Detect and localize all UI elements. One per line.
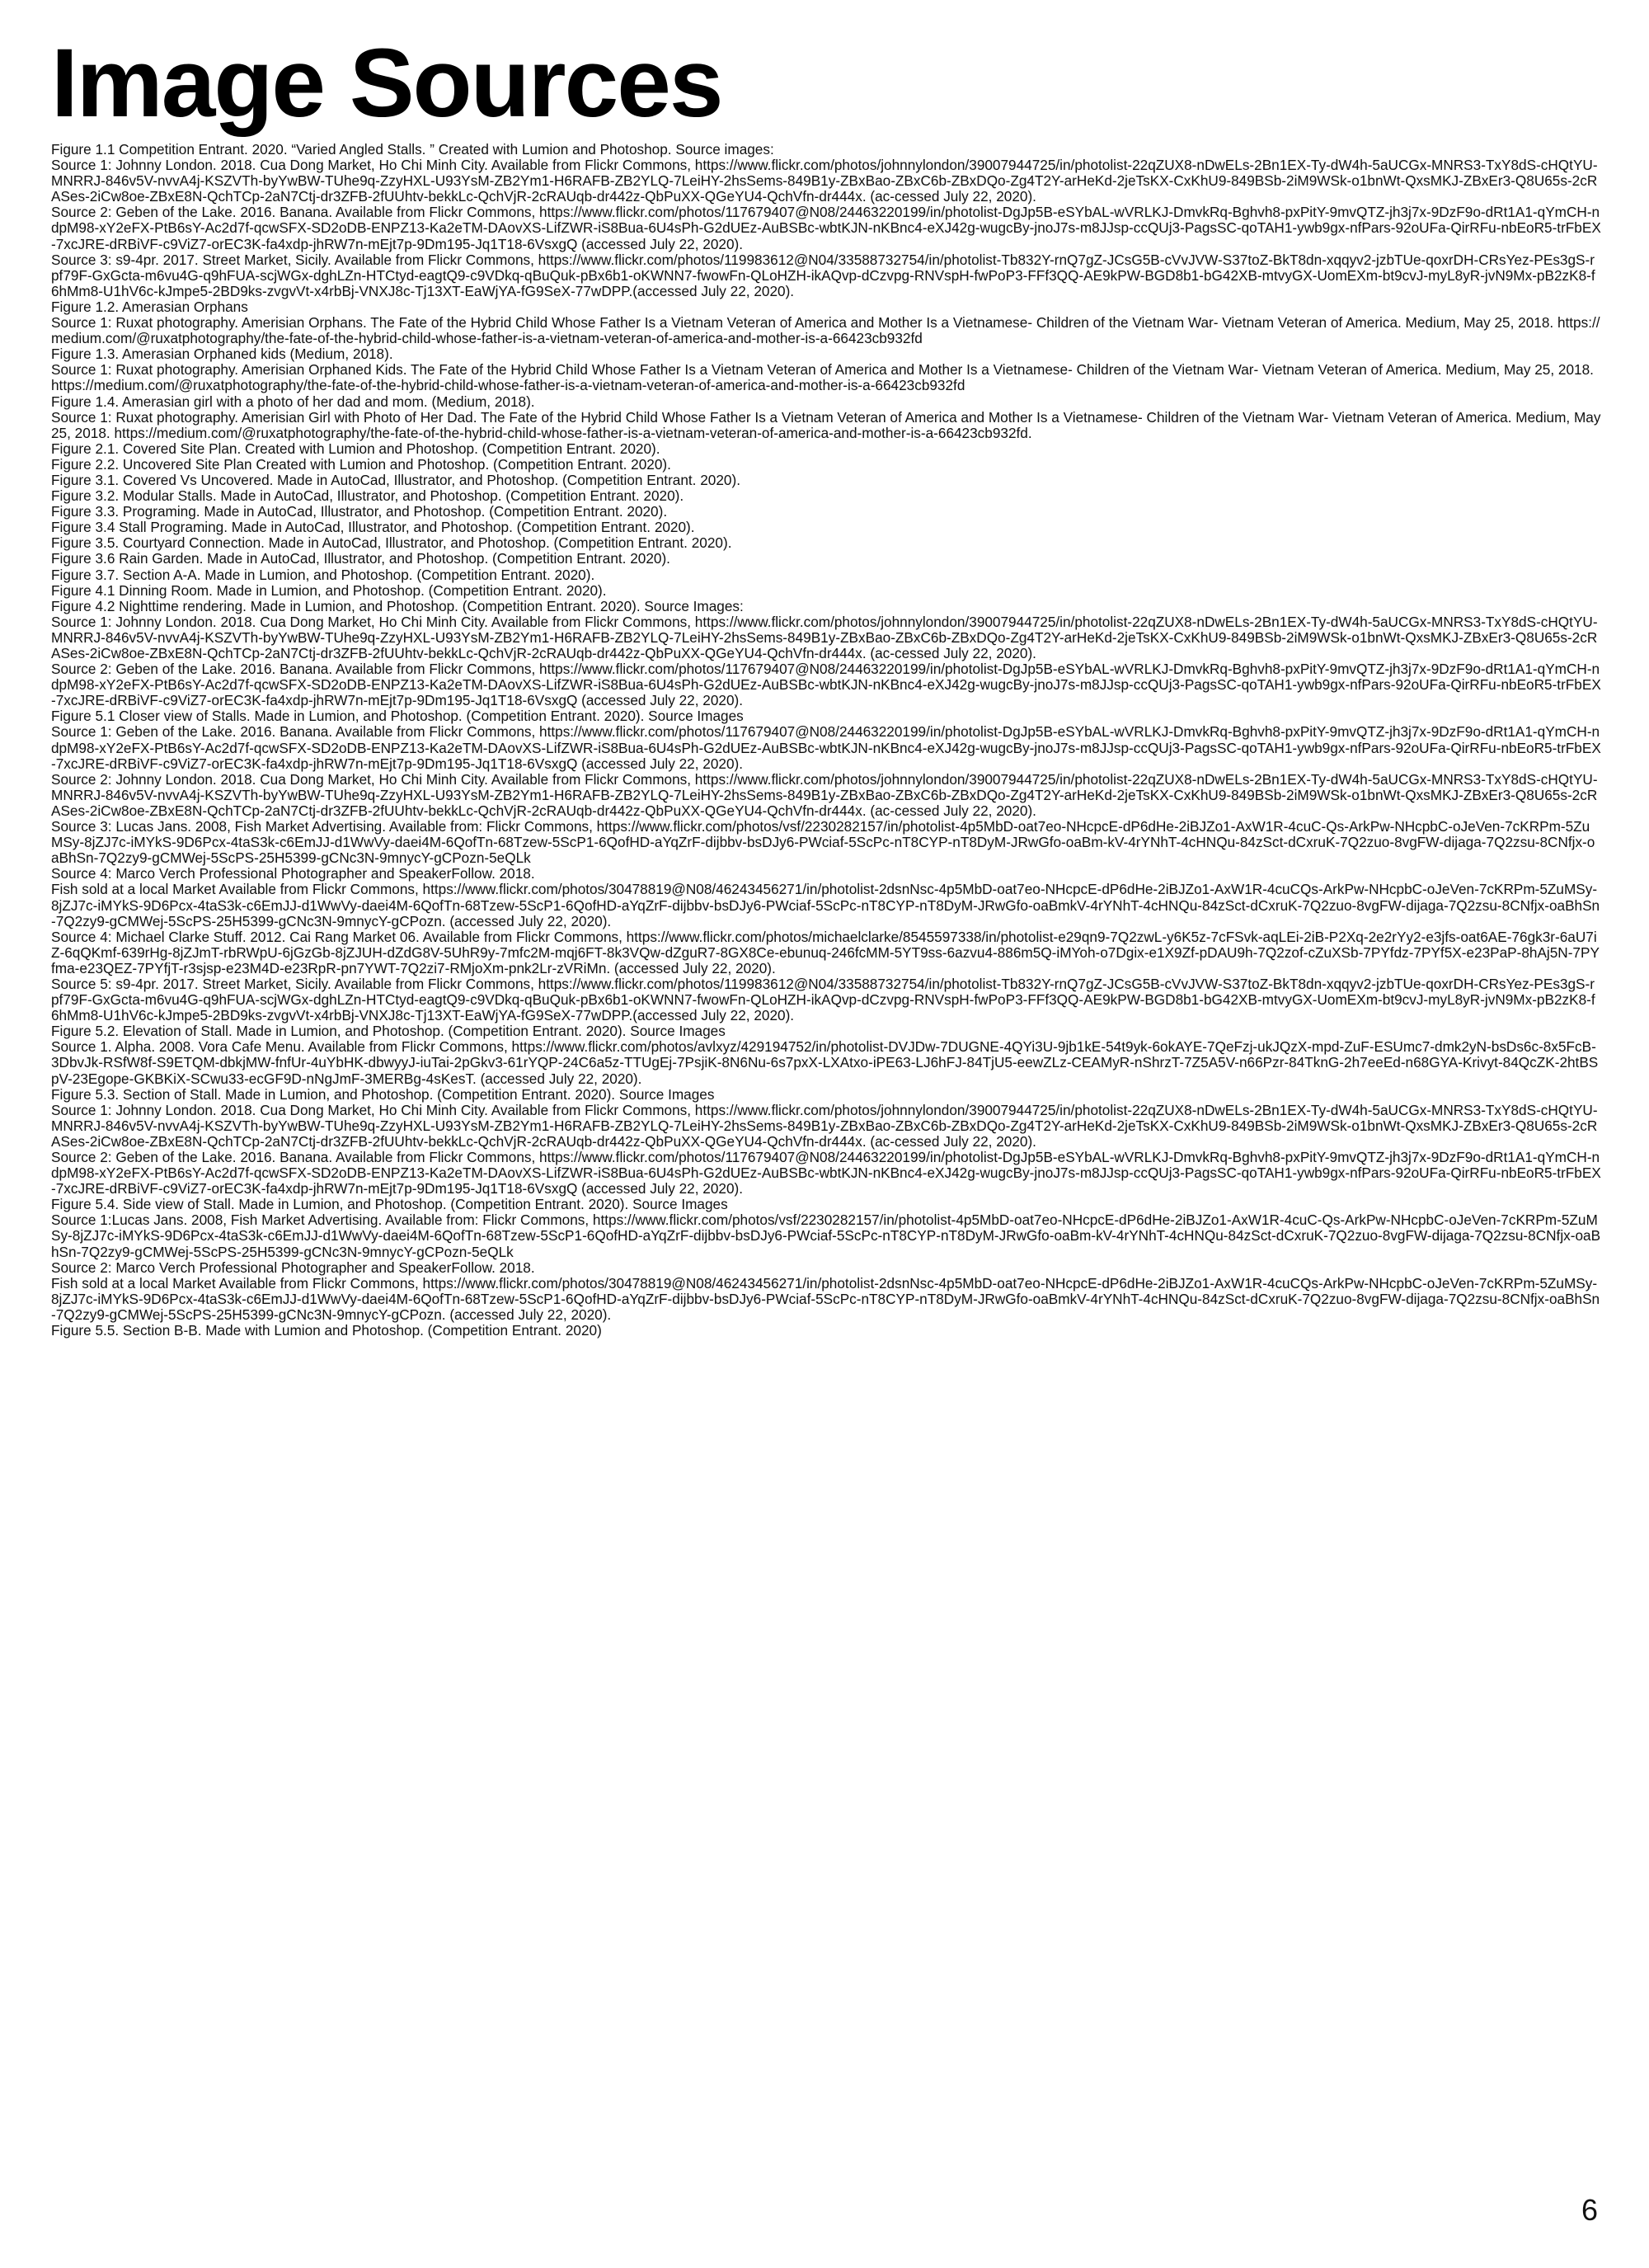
source-entry: Fish sold at a local Market Available from Flickr Commons, https://www.flickr.com/photos/30478819@N08/46243456271/in/photolist-2dsnNsc-4p5MbD-oat7eo-NHcpcE-dP6dHe-2iBJZo1-AxW1R-4cuCQs-ArkPw-NHcpbC-oJeVen-7cKRPm-5ZuMSy-8jZJ7c-iMYkS-9D6Pcx-4taS3k-c6EmJJ-d1WwVy-daei4M-6QofTn-68Tzew-5ScP1-6QofHD-aYqZrF-dijbbv-bsDJy6-PWciaf-5ScPc-nT8CYP-nT8DyM-JRwGfo-oaBmkV-4rYNhT-4cHNQu-84zSct-dCxruK-7Q2zuo-8vgFW-dijaga-7Q2zsu-8CNfjx-oaBhSn-7Q2zy9-gCMWej-5ScPS-25H5399-gCNc3N-9mnycY-gCPozn. (accessed July 22, 2020). (51, 881, 1600, 929)
source-entry: Source 3: s9-4pr. 2017. Street Market, Sicily. Available from Flickr Commons, https://www.flickr.com/photos/119983612@N04/33588732754/in/photolist-Tb832Y-rnQ7gZ-JCsG5B-cVvJVW-S37toZ-BkT8dn-xqqyv2-jzbTUe-qoxrDH-CRsYez-PEs3gS-rpf79F-GxGcta-m6vu4G-q9hFUA-scjWGx-dghLZn-HTCtyd-eagtQ9-c9VDkq-qBuQuk-pBx6b1-oKWNN7-fwowFn-QLoHZH-ikAQvp-dCzvpg-RNVspH-fwPoP3-FFf3QQ-AE9kPW-BGD8b1-bG42XB-mtvyGX-UomEXm-bt9cvJ-myL8yR-jvN9Mx-pB2zK8-f6hMm8-U1hV6c-kJmpe5-2BD9ks-zvgvVt-x4rbBj-VNXJ8c-Tj13XT-EaWjYA-fG9SeX-77wDPP.(accessed July 22, 2020). (51, 251, 1595, 299)
page-number: 6 (1581, 2193, 1598, 2227)
source-entry: Source 5: s9-4pr. 2017. Street Market, Sicily. Available from Flickr Commons, https://www.flickr.com/photos/119983612@N04/33588732754/in/photolist-Tb832Y-rnQ7gZ-JCsG5B-cVvJVW-S37toZ-BkT8dn-xqqyv2-jzbTUe-qoxrDH-CRsYez-PEs3gS-rpf79F-GxGcta-m6vu4G-q9hFUA-scjWGx-dghLZn-HTCtyd-eagtQ9-c9VDkq-qBuQuk-pBx6b1-oKWNN7-fwowFn-QLoHZH-ikAQvp-dCzvpg-RNVspH-fwPoP3-FFf3QQ-AE9kPW-BGD8b1-bG42XB-mtvyGX-UomEXm-bt9cvJ-myL8yR-jvN9Mx-pB2zK8-f6hMm8-U1hV6c-kJmpe5-2BD9ks-zvgvVt-x4rbBj-VNXJ8c-Tj13XT-EaWjYA-fG9SeX-77wDPP.(accessed July 22, 2020). (51, 975, 1595, 1024)
source-entry: Source 1:Lucas Jans. 2008, Fish Market Advertising. Available from: Flickr Commons, https://www.flickr.com/photos/vsf/2230282157/in/photolist-4p5MbD-oat7eo-NHcpcE-dP6dHe-2iBJZo1-AxW1R-4cuC-Qs-ArkPw-NHcpbC-oJeVen-7cKRPm-5ZuMSy-8jZJ7c-iMYkS-9D6Pcx-4taS3k-c6EmJJ-d1WwVy-daei4M-6QofTn-68Tzew-5ScP1-6QofHD-aYqZrF-dijbbv-bsDJy6-PWciaf-5ScPc-nT8CYP-nT8DyM-JRwGfo-oaBm-kV-4rYNhT-4cHNQu-84zSct-dCxruK-7Q2zuo-8vgFW-dijaga-7Q2zsu-8CNfjx-oaBhSn-7Q2zy9-gCMWej-5ScPS-25H5399-gCNc3N-9mnycY-gCPozn-5eQLk (51, 1212, 1601, 1260)
source-entry: Fish sold at a local Market Available from Flickr Commons, https://www.flickr.com/photos/30478819@N08/46243456271/in/photolist-2dsnNsc-4p5MbD-oat7eo-NHcpcE-dP6dHe-2iBJZo1-AxW1R-4cuCQs-ArkPw-NHcpbC-oJeVen-7cKRPm-5ZuMSy-8jZJ7c-iMYkS-9D6Pcx-4taS3k-c6EmJJ-d1WwVy-daei4M-6QofTn-68Tzew-5ScP1-6QofHD-aYqZrF-dijbbv-bsDJy6-PWciaf-5ScPc-nT8CYP-nT8DyM-JRwGfo-oaBmkV-4rYNhT-4cHNQu-84zSct-dCxruK-7Q2zuo-8vgFW-dijaga-7Q2zsu-8CNfjx-oaBhSn-7Q2zy9-gCMWej-5ScPS-25H5399-gCNc3N-9mnycY-gCPozn. (accessed July 22, 2020). (51, 1274, 1600, 1323)
figure-caption: Figure 1.1 Competition Entrant. 2020. “Varied Angled Stalls. ” Created with Lumion and Photoshop. Source images: (51, 141, 774, 158)
image-sources-list (51, 142, 1601, 1339)
figure-caption: Figure 3.1. Covered Vs Uncovered. Made in AutoCad, Illustrator, and Photoshop. (Competition Entrant. 2020). (51, 471, 740, 488)
figure-caption: Figure 3.6 Rain Garden. Made in AutoCad, Illustrator, and Photoshop. (Competition Entrant. 2020). (51, 550, 670, 567)
page-title: Image Sources (51, 29, 722, 138)
source-entry: Source 1: Ruxat photography. Amerisian Girl with Photo of Her Dad. The Fate of the Hybrid Child Whose Father Is a Vietnam Veteran of America and Mother Is a Vietnamese- Children of the Vietnam War- Vietnam Veteran of America. Medium, May 25, 2018. https://medium.com/@ruxatphotography/the-fate-of-the-hybrid-child-whose-father-is-a-vietnam-veteran-of-america-and-mother-is-a-66423cb932fd. (51, 408, 1601, 441)
figure-caption: Figure 5.3. Section of Stall. Made in Lumion, and Photoshop. (Competition Entrant. 2020). Source Images (51, 1085, 715, 1103)
figure-caption: Figure 2.1. Covered Site Plan. Created with Lumion and Photoshop. (Competition Entrant. 2020). (51, 440, 660, 457)
figure-caption: Figure 3.2. Modular Stalls. Made in AutoCad, Illustrator, and Photoshop. (Competition Entrant. 2020). (51, 487, 684, 505)
figure-caption: Figure 4.1 Dinning Room. Made in Lumion, and Photoshop. (Competition Entrant. 2020). (51, 581, 607, 599)
figure-caption: Figure 5.2. Elevation of Stall. Made in Lumion, and Photoshop. (Competition Entrant. 2020). Source Images (51, 1023, 726, 1040)
source-entry: Source 2: Marco Verch Professional Photographer and SpeakerFollow. 2018. (51, 1259, 535, 1276)
source-entry: Source 1: Johnny London. 2018. Cua Dong Market, Ho Chi Minh City. Available from Flickr Commons, https://www.flickr.com/photos/johnnylondon/39007944725/in/photolist-22qZUX8-nDwELs-2Bn1EX-Ty-dW4h-5aUCGx-MNRS3-TxY8dS-cHQtYU-MNRRJ-846v5V-nvvA4j-KSZVTh-byYwBW-TUhe9q-ZzyHXL-U93YsM-ZB2Ym1-H6RAFB-ZB2YLQ-7LeiHY-2hsSems-849B1y-ZBxBao-ZBxC6b-ZBxDQo-Zg4T2Y-arHeKd-2jeTsKX-CxKhU9-849BSb-2iM9WSk-o1bnWt-QxsMKJ-ZBxEr3-Q8U65s-2cRASes-2iCw8oe-ZBxE8N-QchTCp-2aN7Ctj-dr3ZFB-2fUUhtv-bekkLc-QchVjR-2cRAUqb-dr442z-QbPuXX-QGeYU4-QchVfn-dr444x. (ac-cessed July 22, 2020). (51, 157, 1598, 205)
figure-caption: Figure 5.4. Side view of Stall. Made in Lumion, and Photoshop. (Competition Entrant. 2020). Source Images (51, 1196, 728, 1213)
figure-caption: Figure 3.7. Section A-A. Made in Lumion, and Photoshop. (Competition Entrant. 2020). (51, 566, 595, 583)
source-entry: Source 2: Geben of the Lake. 2016. Banana. Available from Flickr Commons, https://www.flickr.com/photos/117679407@N08/24463220199/in/photolist-DgJp5B-eSYbAL-wVRLKJ-DmvkRq-Bghvh8-pxPitY-9mvQTZ-jh3j7x-9DzF9o-dRt1A1-qYmCH-ndpM98-xY2eFX-PtB6sY-Ac2d7f-qcwSFX-SD2oDB-ENPZ13-Ka2eTM-DAovXS-LifZWR-iS8Bua-6U4sPh-G2dUEz-AuBSBc-wbtKJN-nKBnc4-eXJ42g-wugcBy-jnoJ7s-m8JJsp-ccQUj3-PagsSC-qoTAH1-ywb9gx-nfPars-92oUFa-QirRFu-nbEoR5-trFbEX-7xcJRE-dRBiVF-c9ViZ7-orEC3K-fa4xdp-jhRW7n-mEjt7p-9Dm195-Jq1T18-6VsxgQ (accessed July 22, 2020). (51, 204, 1601, 252)
source-entry: Source 4: Michael Clarke Stuff. 2012. Cai Rang Market 06. Available from Flickr Commons, https://www.flickr.com/photos/michaelclarke/8545597338/in/photolist-e29qn9-7Q2zwL-y6K5z-7cFSvk-aqLEi-2iB-P2Xq-2e2rYy2-e3jfs-oat6AE-76gk3r-6aU7iZ-6qQKmf-639rHg-8jZJmT-rbRWpU-6jGzGb-8jZJUH-dZdG8V-5UhR9y-7mfc2M-mqj6FT-8k3VQw-dZguR7-8GX8Ce-ebunuq-246fcMM-5YT9ss-6azvu4-886m5Q-iMYoh-o7Dgix-e1X9Zf-pDAU9h-7Q2zof-cZuXSb-7PYfdz-7PYf5X-e23PaP-8hAj5N-7PYfma-e23QEZ-7PYfjT-r3sjsp-e23M4D-e23RpR-pn7YWT-7Q2zi7-RMjoXm-pnk2Lr-zVRiMn. (accessed July 22, 2020). (51, 928, 1600, 976)
source-entry: Source 1: Ruxat photography. Amerisian Orphans. The Fate of the Hybrid Child Whose Father Is a Vietnam Veteran of America and Mother Is a Vietnamese- Children of the Vietnam War- Vietnam Veteran of America. Medium, May 25, 2018. https://medium.com/@ruxatphotography/the-fate-of-the-hybrid-child-whose-father-is-a-vietnam-veteran-of-america-and-mother-is-a-66423cb932fd (51, 314, 1600, 347)
source-entry: Source 1: Ruxat photography. Amerisian Orphaned Kids. The Fate of the Hybrid Child Whose Father Is a Vietnam Veteran of America and Mother Is a Vietnamese- Children of the Vietnam War- Vietnam Veteran of America. Medium, May 25, 2018. https://medium.com/@ruxatphotography/the-fate-of-the-hybrid-child-whose-father-is-a-vietnam-veteran-of-america-and-mother-is-a-66423cb932fd (51, 361, 1594, 394)
source-entry: Source 1: Johnny London. 2018. Cua Dong Market, Ho Chi Minh City. Available from Flickr Commons, https://www.flickr.com/photos/johnnylondon/39007944725/in/photolist-22qZUX8-nDwELs-2Bn1EX-Ty-dW4h-5aUCGx-MNRS3-TxY8dS-cHQtYU-MNRRJ-846v5V-nvvA4j-KSZVTh-byYwBW-TUhe9q-ZzyHXL-U93YsM-ZB2Ym1-H6RAFB-ZB2YLQ-7LeiHY-2hsSems-849B1y-ZBxBao-ZBxC6b-ZBxDQo-Zg4T2Y-arHeKd-2jeTsKX-CxKhU9-849BSb-2iM9WSk-o1bnWt-QxsMKJ-ZBxEr3-Q8U65s-2cRASes-2iCw8oe-ZBxE8N-QchTCp-2aN7Ctj-dr3ZFB-2fUUhtv-bekkLc-QchVjR-2cRAUqb-dr442z-QbPuXX-QGeYU4-QchVfn-dr444x. (ac-cessed July 22, 2020). (51, 1101, 1598, 1150)
figure-caption: Figure 2.2. Uncovered Site Plan Created with Lumion and Photoshop. (Competition Entrant. 2020). (51, 455, 671, 473)
source-entry: Source 2: Geben of the Lake. 2016. Banana. Available from Flickr Commons, https://www.flickr.com/photos/117679407@N08/24463220199/in/photolist-DgJp5B-eSYbAL-wVRLKJ-DmvkRq-Bghvh8-pxPitY-9mvQTZ-jh3j7x-9DzF9o-dRt1A1-qYmCH-ndpM98-xY2eFX-PtB6sY-Ac2d7f-qcwSFX-SD2oDB-ENPZ13-Ka2eTM-DAovXS-LifZWR-iS8Bua-6U4sPh-G2dUEz-AuBSBc-wbtKJN-nKBnc4-eXJ42g-wugcBy-jnoJ7s-m8JJsp-ccQUj3-PagsSC-qoTAH1-ywb9gx-nfPars-92oUFa-QirRFu-nbEoR5-trFbEX-7xcJRE-dRBiVF-c9ViZ7-orEC3K-fa4xdp-jhRW7n-mEjt7p-9Dm195-Jq1T18-6VsxgQ (accessed July 22, 2020). (51, 661, 1601, 709)
figure-caption: Figure 1.2. Amerasian Orphans (51, 298, 248, 315)
source-entry: Source 1. Alpha. 2008. Vora Cafe Menu. Available from Flickr Commons, https://www.flickr.com/photos/avlxyz/429194752/in/photolist-DVJDw-7DUGNE-4QYi3U-9jb1kE-54t9yk-6okAYE-7QeFzj-ukJQzX-mpd-ZuF-ESUmc7-dmk2yN-bsDs6c-8x5FcB-3DbvJk-RSfW8f-S9ETQM-dbkjMW-fnfUr-4uYbHK-dbwyyJ-iuTai-2pGkv3-61rYQP-24C6a5z-TTUgEj-7PsjiK-8N6Nu-6s7pxX-LXAtxo-iPE63-LJ6hFJ-84TjU5-eewZLz-CEAMyR-nShrzT-7Z5A5V-n66Pzr-84TknG-2h7eeEd-n68GYA-Krivyt-84QcZK-2htBSpV-23Egope-GKBKiX-SCwu33-ecGF9D-nNgJmF-3MERBg-4sKesT. (accessed July 22, 2020). (51, 1038, 1599, 1087)
source-entry: Source 1: Geben of the Lake. 2016. Banana. Available from Flickr Commons, https://www.flickr.com/photos/117679407@N08/24463220199/in/photolist-DgJp5B-eSYbAL-wVRLKJ-DmvkRq-Bghvh8-pxPitY-9mvQTZ-jh3j7x-9DzF9o-dRt1A1-qYmCH-ndpM98-xY2eFX-PtB6sY-Ac2d7f-qcwSFX-SD2oDB-ENPZ13-Ka2eTM-DAovXS-LifZWR-iS8Bua-6U4sPh-G2dUEz-AuBSBc-wbtKJN-nKBnc4-eXJ42g-wugcBy-jnoJ7s-m8JJsp-ccQUj3-PagsSC-qoTAH1-ywb9gx-nfPars-92oUFa-QirRFu-nbEoR5-trFbEX-7xcJRE-dRBiVF-c9ViZ7-orEC3K-fa4xdp-jhRW7n-mEjt7p-9Dm195-Jq1T18-6VsxgQ (accessed July 22, 2020). (51, 723, 1601, 772)
figure-caption: Figure 5.1 Closer view of Stalls. Made in Lumion, and Photoshop. (Competition Entrant. 2020). Source Images (51, 708, 744, 725)
source-entry: Source 1: Johnny London. 2018. Cua Dong Market, Ho Chi Minh City. Available from Flickr Commons, https://www.flickr.com/photos/johnnylondon/39007944725/in/photolist-22qZUX8-nDwELs-2Bn1EX-Ty-dW4h-5aUCGx-MNRS3-TxY8dS-cHQtYU-MNRRJ-846v5V-nvvA4j-KSZVTh-byYwBW-TUhe9q-ZzyHXL-U93YsM-ZB2Ym1-H6RAFB-ZB2YLQ-7LeiHY-2hsSems-849B1y-ZBxBao-ZBxC6b-ZBxDQo-Zg4T2Y-arHeKd-2jeTsKX-CxKhU9-849BSb-2iM9WSk-o1bnWt-QxsMKJ-ZBxEr3-Q8U65s-2cRASes-2iCw8oe-ZBxE8N-QchTCp-2aN7Ctj-dr3ZFB-2fUUhtv-bekkLc-QchVjR-2cRAUqb-dr442z-QbPuXX-QGeYU4-QchVfn-dr444x. (ac-cessed July 22, 2020). (51, 613, 1598, 661)
source-entry: Source 4: Marco Verch Professional Photographer and SpeakerFollow. 2018. (51, 865, 535, 882)
figure-caption: Figure 1.4. Amerasian girl with a photo of her dad and mom. (Medium, 2018). (51, 393, 535, 410)
figure-caption: Figure 3.4 Stall Programing. Made in AutoCad, Illustrator, and Photoshop. (Competition Entrant. 2020). (51, 519, 695, 536)
figure-caption: Figure 5.5. Section B-B. Made with Lumion and Photoshop. (Competition Entrant. 2020) (51, 1322, 602, 1339)
source-entry: Source 3: Lucas Jans. 2008, Fish Market Advertising. Available from: Flickr Commons, https://www.flickr.com/photos/vsf/2230282157/in/photolist-4p5MbD-oat7eo-NHcpcE-dP6dHe-2iBJZo1-AxW1R-4cuC-Qs-ArkPw-NHcpbC-oJeVen-7cKRPm-5ZuMSy-8jZJ7c-iMYkS-9D6Pcx-4taS3k-c6EmJJ-d1WwVy-daei4M-6QofTn-68Tzew-5ScP1-6QofHD-aYqZrF-dijbbv-bsDJy6-PWciaf-5ScPc-nT8CYP-nT8DyM-JRwGfo-oaBm-kV-4rYNhT-4cHNQu-84zSct-dCxruK-7Q2zuo-8vgFW-dijaga-7Q2zsu-8CNfjx-oaBhSn-7Q2zy9-gCMWej-5ScPS-25H5399-gCNc3N-9mnycY-gCPozn-5eQLk (51, 818, 1595, 867)
figure-caption: Figure 4.2 Nighttime rendering. Made in Lumion, and Photoshop. (Competition Entrant. 2020). Source Images: (51, 597, 744, 614)
figure-caption: Figure 1.3. Amerasian Orphaned kids (Medium, 2018). (51, 346, 393, 363)
figure-caption: Figure 3.3. Programing. Made in AutoCad, Illustrator, and Photoshop. (Competition Entrant. 2020). (51, 503, 668, 520)
figure-caption: Figure 3.5. Courtyard Connection. Made in AutoCad, Illustrator, and Photoshop. (Competition Entrant. 2020). (51, 534, 732, 552)
source-entry: Source 2: Geben of the Lake. 2016. Banana. Available from Flickr Commons, https://www.flickr.com/photos/117679407@N08/24463220199/in/photolist-DgJp5B-eSYbAL-wVRLKJ-DmvkRq-Bghvh8-pxPitY-9mvQTZ-jh3j7x-9DzF9o-dRt1A1-qYmCH-ndpM98-xY2eFX-PtB6sY-Ac2d7f-qcwSFX-SD2oDB-ENPZ13-Ka2eTM-DAovXS-LifZWR-iS8Bua-6U4sPh-G2dUEz-AuBSBc-wbtKJN-nKBnc4-eXJ42g-wugcBy-jnoJ7s-m8JJsp-ccQUj3-PagsSC-qoTAH1-ywb9gx-nfPars-92oUFa-QirRFu-nbEoR5-trFbEX-7xcJRE-dRBiVF-c9ViZ7-orEC3K-fa4xdp-jhRW7n-mEjt7p-9Dm195-Jq1T18-6VsxgQ (accessed July 22, 2020). (51, 1149, 1601, 1198)
source-entry: Source 2: Johnny London. 2018. Cua Dong Market, Ho Chi Minh City. Available from Flickr Commons, https://www.flickr.com/photos/johnnylondon/39007944725/in/photolist-22qZUX8-nDwELs-2Bn1EX-Ty-dW4h-5aUCGx-MNRS3-TxY8dS-cHQtYU-MNRRJ-846v5V-nvvA4j-KSZVTh-byYwBW-TUhe9q-ZzyHXL-U93YsM-ZB2Ym1-H6RAFB-ZB2YLQ-7LeiHY-2hsSems-849B1y-ZBxBao-ZBxC6b-ZBxDQo-Zg4T2Y-arHeKd-2jeTsKX-CxKhU9-849BSb-2iM9WSk-o1bnWt-QxsMKJ-ZBxEr3-Q8U65s-2cRASes-2iCw8oe-ZBxE8N-QchTCp-2aN7Ctj-dr3ZFB-2fUUhtv-bekkLc-QchVjR-2cRAUqb-dr442z-QbPuXX-QGeYU4-QchVfn-dr444x. (ac-cessed July 22, 2020). (51, 770, 1598, 819)
